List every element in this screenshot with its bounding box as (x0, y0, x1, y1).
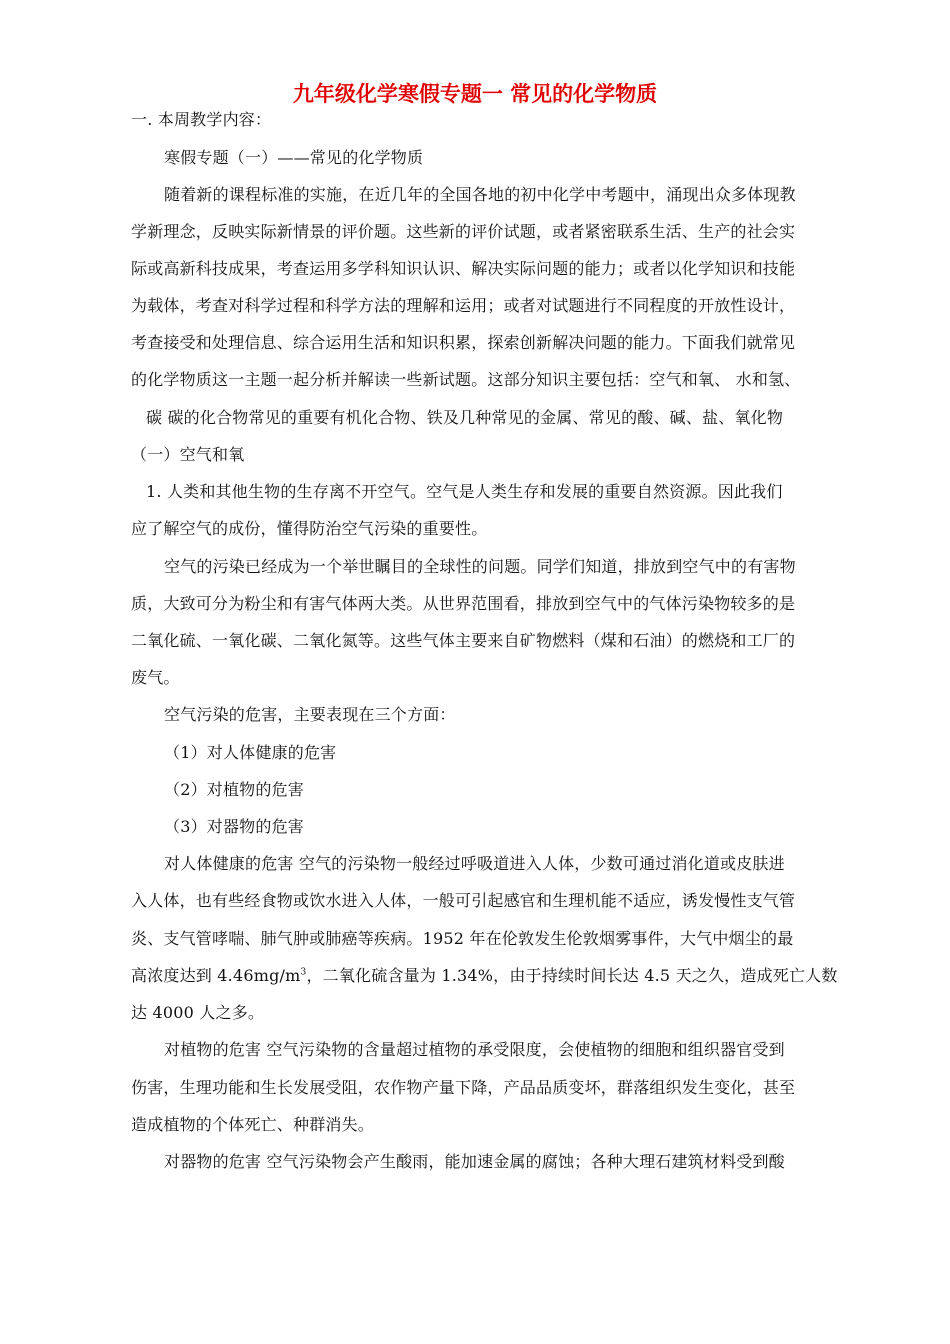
topic-heading: 寒假专题（一）——常见的化学物质 (164, 148, 424, 167)
subsection-heading: （一）空气和氧 (131, 445, 245, 464)
paragraph-line: 达 4000 人之多。 (131, 1003, 265, 1022)
paragraph-line: 学新理念，反映实际新情景的评价题。这些新的评价试题，或者紧密联系生活、生产的社会实 (131, 222, 796, 241)
paragraph-line: 1. 人类和其他生物的生存离不开空气。空气是人类生存和发展的重要自然资源。因此我们 (146, 482, 783, 501)
concentration-text: 高浓度达到 4.46mg/m (131, 966, 301, 985)
superscript: 3 (300, 967, 307, 978)
section-heading: 一. 本周教学内容： (131, 110, 272, 129)
paragraph-line: 二氧化硫、一氧化碳、二氧化氮等。这些气体主要来自矿物燃料（煤和石油）的燃烧和工厂的 (131, 631, 796, 650)
paragraph-line (131, 966, 838, 986)
paragraph-line: 的化学物质这一主题一起分析并解读一些新试题。这部分知识主要包括：空气和氧、 水和氢、 (131, 370, 801, 389)
list-item: （2）对植物的危害 (164, 780, 304, 799)
paragraph-line: 随着新的课程标准的实施，在近几年的全国各地的初中化学中考题中，涌现出众多体现教 (164, 185, 796, 204)
paragraph-line: 造成植物的个体死亡、种群消失。 (131, 1115, 375, 1134)
paragraph-line: 空气污染的危害，主要表现在三个方面： (164, 705, 456, 724)
paragraph-line: 废气。 (131, 668, 180, 687)
paragraph-line: 对植物的危害 空气污染物的含量超过植物的承受限度，会使植物的细胞和组织器官受到 (164, 1040, 785, 1059)
paragraph-line: 为载体，考查对科学过程和科学方法的理解和运用；或者对试题进行不同程度的开放性设计， (131, 296, 796, 315)
paragraph-line: 伤害，生理功能和生长发展受阻，农作物产量下降，产品品质变坏，群落组织发生变化，甚至 (131, 1078, 796, 1097)
paragraph-line: 考查接受和处理信息、综合运用生活和知识积累，探索创新解决问题的能力。下面我们就常见 (131, 333, 796, 352)
paragraph-line: 际或高新科技成果，考查运用多学科知识认识、解决实际问题的能力；或者以化学知识和技能 (131, 259, 796, 278)
list-item: （1）对人体健康的危害 (164, 743, 337, 762)
paragraph-line: 应了解空气的成份，懂得防治空气污染的重要性。 (131, 519, 488, 538)
paragraph-line: 碳 碳的化合物常见的重要有机化合物、铁及几种常见的金属、常见的酸、碱、盐、氧化物 (146, 408, 784, 427)
paragraph-line: 空气的污染已经成为一个举世瞩目的全球性的问题。同学们知道，排放到空气中的有害物 (164, 557, 796, 576)
paragraph-line: 质，大致可分为粉尘和有害气体两大类。从世界范围看，排放到空气中的气体污染物较多的是 (131, 594, 796, 613)
document-title: 九年级化学寒假专题一 常见的化学物质 (292, 82, 658, 106)
paragraph-text: ，二氧化硫含量为 1.34%，由于持续时间长达 4.5 天之久，造成死亡人数 (306, 966, 838, 985)
list-item: （3）对器物的危害 (164, 817, 304, 836)
paragraph-line: 入人体，也有些经食物或饮水进入人体，一般可引起感官和生理机能不适应，诱发慢性支气管 (131, 891, 796, 910)
paragraph-line: 对器物的危害 空气污染物会产生酸雨，能加速金属的腐蚀；各种大理石建筑材料受到酸 (164, 1152, 785, 1171)
paragraph-line: 对人体健康的危害 空气的污染物一般经过呼吸道进入人体，少数可通过消化道或皮肤进 (164, 854, 785, 873)
paragraph-line: 炎、支气管哮喘、肺气肿或肺癌等疾病。1952 年在伦敦发生伦敦烟雾事件，大气中烟尘的最 (131, 929, 794, 948)
